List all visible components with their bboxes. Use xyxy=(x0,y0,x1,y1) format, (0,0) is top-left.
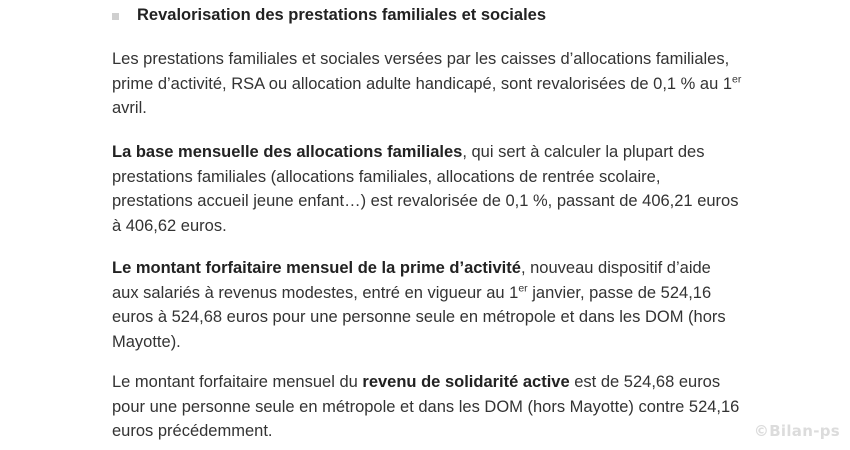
paragraph-bold-term: revenu de solidarité active xyxy=(362,373,570,391)
paragraph-rsa xyxy=(112,370,742,444)
paragraph-bold-lead: Le montant forfaitaire mensuel de la prime d’activité xyxy=(112,259,521,277)
superscript-er: er xyxy=(518,282,528,294)
section-heading xyxy=(112,6,546,25)
paragraph-text: , qui sert à calculer la plupart des prestations familiales (allocations familiales, allocations de rentrée scolaire, prestations accueil jeune enfant…) est revalorisée de 0,1 %, passant de 406,21 euros à 406,62 euros. xyxy=(112,143,739,235)
paragraph-bold-lead: La base mensuelle des allocations familiales xyxy=(112,143,463,161)
paragraph-text: Les prestations familiales et sociales versées par les caisses d’allocations familiales, prime d’activité, RSA ou allocation adulte handicapé, sont revalorisées de 0,1 % au 1 xyxy=(112,50,733,93)
paragraph-prime-activite xyxy=(112,256,742,354)
paragraph-text: Le montant forfaitaire mensuel du xyxy=(112,373,363,391)
paragraph-text-end: avril. xyxy=(112,99,147,117)
paragraph-text-end: janvier, passe de 524,16 euros à 524,68 euros pour une personne seule en métropole et dans les DOM (hors Mayotte). xyxy=(112,283,726,351)
paragraph-text-end: est de 524,68 euros pour une personne seule en métropole et dans les DOM (hors Mayotte) contre 524,16 euros précédemment. xyxy=(112,373,740,440)
paragraph-revalorisation xyxy=(112,47,742,121)
watermark: ©Bilan-ps xyxy=(753,422,840,440)
square-bullet-icon xyxy=(112,13,119,20)
paragraph-text: , nouveau dispositif d’aide aux salariés à revenus modestes, entré en vigueur au 1 xyxy=(112,259,711,302)
paragraph-base-mensuelle xyxy=(112,140,742,238)
superscript-er: er xyxy=(732,73,742,85)
section-heading-title: Revalorisation des prestations familiales et sociales xyxy=(137,6,547,24)
